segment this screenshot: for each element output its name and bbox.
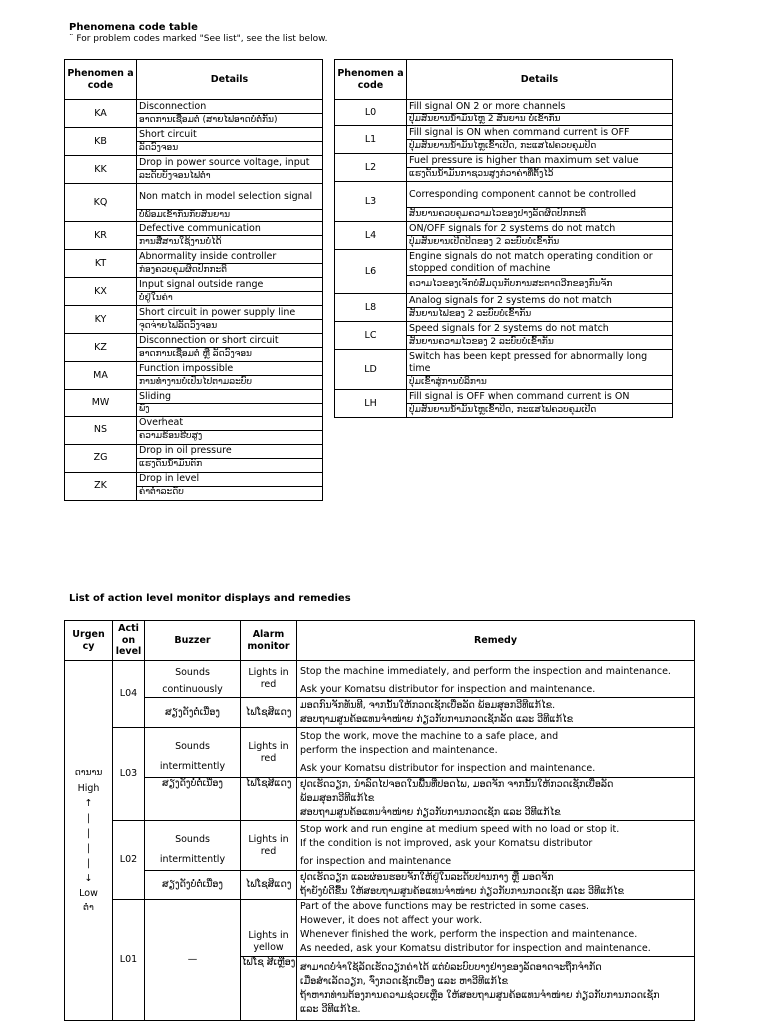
details-en: Defective communication — [137, 222, 323, 236]
details-en: Function impossible — [137, 362, 323, 376]
action-level-header: Acti on level — [113, 621, 145, 661]
details-en: Drop in power source voltage, input — [137, 156, 323, 170]
alarm-l04-lao: ໄຟໂຊສີແດງ — [241, 698, 297, 728]
details-lao: ຄວາມໄວຂອງເຈັກບໍ່ສົມດຸນກັບການສະຕາດວີກຂອງກົນຈັກ — [407, 276, 673, 294]
details-lao: ປຸ່ມສັນຍານນ້ຳມັນໄຫຼເຂົ້າປິດ, ກະແສໄຟຄວບຄຸມເປີດ — [407, 404, 673, 418]
buzzer-l02: Sounds intermittently — [145, 821, 241, 871]
buzzer-l01: — — [145, 900, 241, 1021]
alarm-l03: Lights in red — [241, 728, 297, 778]
details-lao: ກ່ອງຄວບຄຸມຜິດປົກກະຕິ — [137, 264, 323, 278]
code-cell: KX — [65, 278, 137, 306]
details-en: Fill signal is ON when command current is OFF — [407, 126, 673, 140]
urgency-header: Urgen cy — [65, 621, 113, 661]
code-cell: LD — [335, 350, 407, 390]
details-en: Sliding — [137, 390, 323, 404]
details-en: Abnormality inside controller — [137, 250, 323, 264]
details-en: Input signal outside range — [137, 278, 323, 292]
details-lao: ແຮງດັນນ້ຳມັນກາຊວນສູງກ່ວາຄ່າທີ່ຕັ້ງໄວ້ — [407, 168, 673, 182]
level-l03: L03 — [113, 728, 145, 821]
buzzer-l04-lao: ສຽງດັງຕໍ່ເນື່ອງ — [145, 698, 241, 728]
code-header: Phenomen a code — [65, 60, 137, 100]
code-cell: KT — [65, 250, 137, 278]
alarm-l01-lao: ໄຟໂຊ ສີເຫຼືອງ — [241, 957, 297, 1021]
details-lao: ປຸ່ມສັນຍານນ້ຳມັນໄຫຼ 2 ສັນຍານ ບໍ່ເຂົ້າກັນ — [407, 114, 673, 126]
code-cell: L1 — [335, 126, 407, 154]
details-header: Details — [137, 60, 323, 100]
code-cell: MA — [65, 362, 137, 390]
action-level-table — [64, 620, 695, 1021]
remedy-header: Remedy — [297, 621, 695, 661]
buzzer-l02-lao: ສຽງດັງບໍ່ຕໍ່ເນື່ອງ — [145, 871, 241, 900]
level-l02: L02 — [113, 821, 145, 900]
code-cell: L8 — [335, 294, 407, 322]
details-en: Disconnection — [137, 100, 323, 114]
details-lao: ຈຸດຈ່າຍໄຟລັດວົງຈອນ — [137, 320, 323, 334]
details-en: Speed signals for 2 systems do not match — [407, 322, 673, 336]
details-lao: ການສື່ສານໃຊ້ງານບໍ່ໄດ້ — [137, 236, 323, 250]
details-en: Engine signals do not match operating condition or stopped condition of machine — [407, 250, 673, 276]
details-lao: ສັນຍານຄວາມໄວຂອງ 2 ລະບົບບໍ່ເຂົ້າກັນ — [407, 336, 673, 350]
remedy-l02-lao: ຢຸດເຮັດວຽກ ແລະຜ່ອນຮອບຈັກໃຫ້ຢູ່ໃນລະດັບປານກາງ ຫຼື ມອດຈັກ ຖ້າຍັງບໍ່ດີຂື້ນ ໃຫ້ສອບຖາມສູນຄ້ອແທນຈຳໜ່າຍ ກ່ຽວກັບການກວດເຊັກ ແລະ ວີທີແກ້ໄຂ — [297, 871, 695, 900]
details-lao: ການທຳງານບໍ່ເປັນໄປຕາມລະບົບ — [137, 376, 323, 390]
details-lao: ລັດວົງຈອນ — [137, 142, 323, 156]
code-cell: MW — [65, 390, 137, 416]
details-lao: ອາດການເຊື່ອມຕໍ່ ຫຼື ລັດວົງຈອນ — [137, 348, 323, 362]
code-header: Phenomen a code — [335, 60, 407, 100]
code-cell: KR — [65, 222, 137, 250]
details-lao: ສັນຍານໄຟຂອງ 2 ລະບົບບໍ່ເຂົ້າກັນ — [407, 308, 673, 322]
details-lao: ຄ່າຕ່ຳລະດັບ — [137, 486, 323, 500]
buzzer-header: Buzzer — [145, 621, 241, 661]
buzzer-l03: Sounds intermittently — [145, 728, 241, 778]
details-lao: ຄວາມຮ້ອນຮີບສູງ — [137, 430, 323, 444]
remedy-l04: Stop the machine immediately, and perform the inspection and maintenance. Ask your Komatsu distributor for inspection and maintenance. — [297, 661, 695, 698]
details-lao: ລະດັບບັງຈອນໄຟຕ່ຳ — [137, 170, 323, 184]
action-title: List of action level monitor displays and remedies — [69, 593, 351, 604]
details-en: Fill signal is OFF when command current is ON — [407, 390, 673, 404]
code-cell: LC — [335, 322, 407, 350]
details-lao: ແຮງດັນນ້ຳມັນຕົກ — [137, 458, 323, 472]
code-cell: L4 — [335, 222, 407, 250]
details-lao: ປຸ່ມເຂົ້າສູ່ການບໍ່ລິການ — [407, 376, 673, 390]
code-cell: KK — [65, 156, 137, 184]
details-lao: ອາດການເຊື່ອມຕໍ່ (ສາຍໄຟອາດບໍ່ຕໍ່ກັນ) — [137, 114, 323, 128]
code-cell: KQ — [65, 184, 137, 222]
code-cell: ZK — [65, 472, 137, 500]
details-en: Fuel pressure is higher than maximum set value — [407, 154, 673, 168]
details-lao: ປຸ່ມສັນຍານນ້ຳມັນໄຫຼເຂົ້າເປີດ, ກະແສໄຟຄວບຄຸມປິດ — [407, 140, 673, 154]
details-en: Disconnection or short circuit — [137, 334, 323, 348]
alarm-l03-lao: ໄຟໂຊສີແດງ — [241, 778, 297, 821]
code-cell: L2 — [335, 154, 407, 182]
code-cell: KB — [65, 128, 137, 156]
alarm-l01: Lights in yellow — [241, 900, 297, 957]
remedy-l03-lao: ຢຸດເຮັດວຽກ, ນຳລົດໄປຈອດໃນພື້ນທີ່ປອດໄພ, ມອດຈັກ ຈາກນັ້ນໃຫ້ກວດເຊັກເບື່ອລັດ ພ້ອມສຸອກວີທີແກ້ໄຂ ສອບຖາມສູນຄ້ອແທນຈຳໜ່າຍ ກ່ຽວກັບການກວດເຊັກ ແລະ ວີທີແກ້ໄຂ — [297, 778, 695, 821]
remedy-l01-lao: ສາມາດບໍ່ຈຳໃຊ້ລັດເຮັດວຽກຄ່າໄດ້ ແຕ່ບໍ່ລະບົບບາງຢ່າງຂອງລັດອາດຈະຖືກຈຳກັດ ເມື່ອສຳເລັດວຽກ, ຈົ່ງກວດເຊັກເບື່ອງ ແລະ ຫາວີທີແກ້ໄຂ ຖ້າຫາກທ່ານຕ້ອງການຄວາມຊ່ວຍເຫຼືອ ໃຫ້ສອບຖາມສູນຄ້ອແທນຈຳໜ່າຍ ກ່ຽວກັບການກວດເຊັກ ແລະ ວີທີແກ້ໄຂ. — [297, 957, 695, 1021]
code-cell: LH — [335, 390, 407, 418]
details-en: Short circuit — [137, 128, 323, 142]
remedy-l02: Stop work and run engine at medium speed with no load or stop it. If the condition is not improved, ask your Komatsu distributor for inspection and maintenance — [297, 821, 695, 871]
details-en: ON/OFF signals for 2 systems do not match — [407, 222, 673, 236]
details-en: Drop in level — [137, 472, 323, 486]
phenomena-note: ¨ For problem codes marked "See list", see the list below. — [69, 34, 328, 44]
details-header: Details — [407, 60, 673, 100]
details-en: Analog signals for 2 systems do not match — [407, 294, 673, 308]
details-en: Corresponding component cannot be controlled — [407, 182, 673, 208]
details-lao: ສັນຍານຄວບຄຸມຄວາມໄວຂອງປາງລັດຜິດປົກກະຕິ — [407, 208, 673, 222]
code-cell: KZ — [65, 334, 137, 362]
code-cell: L3 — [335, 182, 407, 222]
details-en: Switch has been kept pressed for abnormally long time — [407, 350, 673, 376]
details-lao: ບໍ່ຢູ່ໃນຄ່າ — [137, 292, 323, 306]
remedy-l04-lao: ມອດກົນຈັກທັນທີ, ຈາກນັ້ນໃຫ້ກວດເຊັກເບື່ອລັດ ພ້ອມສຸອກວີທີແກ້ໄຂ. ສອບຖາມສູນຄ້ອແທນຈຳໜ່າຍ ກ່ຽວກັບການກວດເຊັກລັດ ແລະ ວີທີແກ້ໄຂ — [297, 698, 695, 728]
details-en: Overheat — [137, 416, 323, 430]
code-cell: KY — [65, 306, 137, 334]
remedy-l01: Part of the above functions may be restricted in some cases. However, it does not affect your work. Whenever finished the work, perform the inspection and maintenance. As needed, ask your Komatsu distributor for inspection and maintenance. — [297, 900, 695, 957]
alarm-header: Alarm monitor — [241, 621, 297, 661]
details-en: Drop in oil pressure — [137, 444, 323, 458]
urgency-scale: ດານານ High ↑ | | | | ↓ Low ຕ່ຳ — [65, 661, 113, 1021]
details-lao: ພັງ — [137, 404, 323, 416]
details-lao: ປຸ່ມສັນຍານເປີດປິດຂອງ 2 ລະບົບບໍ່ເຂົ້າກັນ — [407, 236, 673, 250]
alarm-l02: Lights in red — [241, 821, 297, 871]
buzzer-l03-lao: ສຽງດັງບໍ່ຕໍ່ເນື່ອງ — [145, 778, 241, 821]
phenomena-table-right — [334, 59, 673, 418]
alarm-l04: Lights in red — [241, 661, 297, 698]
code-cell: ZG — [65, 444, 137, 472]
details-lao: ບໍ່ພ້ອມເຂົ້າກັນກັບສັນຍານ — [137, 210, 323, 222]
level-l01: L01 — [113, 900, 145, 1021]
details-en: Non match in model selection signal — [137, 184, 323, 210]
alarm-l02-lao: ໄຟໂຊສີແດງ — [241, 871, 297, 900]
phenomena-table-left — [64, 59, 323, 501]
details-en: Fill signal ON 2 or more channels — [407, 100, 673, 114]
details-en: Short circuit in power supply line — [137, 306, 323, 320]
buzzer-l04: Sounds continuously — [145, 661, 241, 698]
level-l04: L04 — [113, 661, 145, 728]
code-cell: KA — [65, 100, 137, 128]
phenomena-title: Phenomena code table — [69, 22, 198, 33]
remedy-l03: Stop the work, move the machine to a safe place, and perform the inspection and maintenance. Ask your Komatsu distributor for inspection and maintenance. — [297, 728, 695, 778]
code-cell: L0 — [335, 100, 407, 126]
code-cell: NS — [65, 416, 137, 444]
code-cell: L6 — [335, 250, 407, 294]
